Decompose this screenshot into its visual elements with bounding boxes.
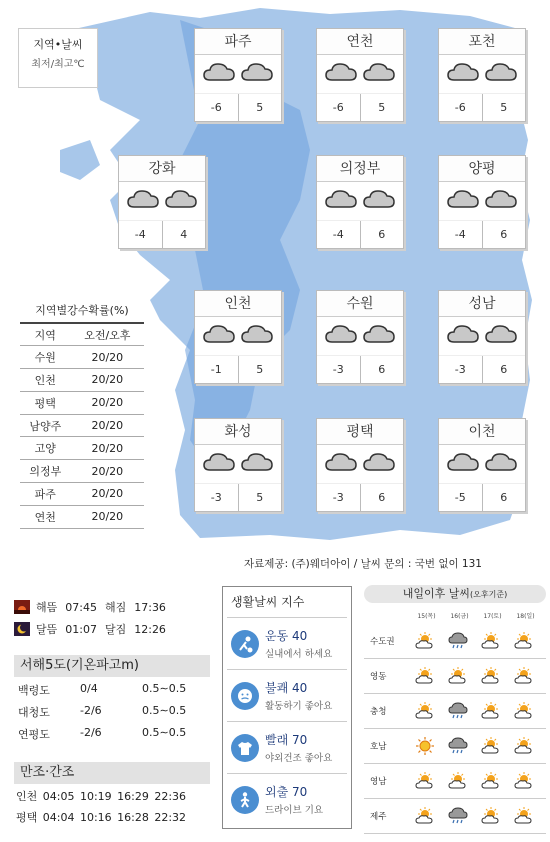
life-index-panel [222,586,352,829]
city-icons [317,182,403,220]
cloud-icon [126,187,160,215]
sun-cloud-icon [474,665,507,687]
table-row [20,483,144,506]
cloud-icon [446,322,480,350]
sun-cloud-icon [507,735,540,757]
face-icon [231,682,259,710]
precip-region: 의정부 [20,460,71,483]
city-high: 5 [378,101,386,114]
city-icons [439,55,525,93]
sea-section-title: 서해5도(기온파고m) [14,655,210,677]
city-high: 5 [256,491,264,504]
life-item-desc: 야외건조 좋아요 [265,753,333,764]
forecast-region: 영동 [370,671,387,682]
city-temps [317,93,403,121]
city-icons [195,55,281,93]
city-card [438,290,526,384]
city-name: 파주 [195,29,281,55]
sun-moon-times [14,596,174,640]
sun-cloud-icon [441,770,474,792]
city-low: -5 [439,484,483,511]
sea-temp: 0/4 [80,682,98,695]
city-temps [439,355,525,383]
precip-value: 20/20 [71,346,144,369]
city-name: 이천 [439,419,525,445]
cloud-rain-icon [441,735,474,757]
precip-region: 고양 [20,437,71,460]
city-temps [317,355,403,383]
tide-times: 04:05 10:19 16:29 22:36 [42,790,187,803]
city-low: -6 [439,94,483,121]
city-name: 의정부 [317,156,403,182]
city-name: 평택 [317,419,403,445]
sun-cloud-icon [408,770,441,792]
list-item [227,617,347,669]
tide-times: 04:04 10:16 16:28 22:32 [42,811,187,824]
sun-cloud-icon [507,665,540,687]
city-high: 5 [500,101,508,114]
moonset-time: 12:26 [134,622,166,636]
sunrise-label: 해뜸 [36,601,58,614]
list-item [227,773,347,825]
sun-cloud-icon [507,805,540,827]
legend-box [18,28,98,88]
city-name: 성남 [439,291,525,317]
city-card [316,28,404,122]
city-low: -4 [317,221,361,248]
moonrise-icon [14,622,30,636]
city-temps [195,355,281,383]
cloud-rain-icon [441,700,474,722]
tide-place: 평택 [16,811,38,824]
city-card [316,290,404,384]
city-high: 4 [180,228,188,241]
city-icons [195,317,281,355]
city-high: 6 [378,491,386,504]
city-low: -3 [317,356,361,383]
cloud-icon [324,60,358,88]
city-high: 6 [378,228,386,241]
legend-units: 최저/최고℃ [31,59,85,70]
city-icons [439,445,525,483]
precip-region: 인천 [20,369,71,392]
sun-cloud-icon [408,665,441,687]
city-temps [317,483,403,511]
cloud-icon [362,187,396,215]
tide-section-title: 만조·간조 [14,762,210,784]
sun-cloud-icon [441,665,474,687]
date-label: 15(목) [417,613,436,620]
sun-cloud-icon [408,805,441,827]
precip-value: 20/20 [71,505,144,528]
sun-cloud-icon [474,735,507,757]
city-low: -3 [439,356,483,383]
precip-col-region: 지역 [20,323,71,346]
sun-cloud-icon [507,630,540,652]
precip-value: 20/20 [71,460,144,483]
city-name: 인천 [195,291,281,317]
cloud-icon [240,450,274,478]
sunrise-time: 07:45 [65,600,97,614]
precip-region: 남양주 [20,414,71,437]
cloud-icon [324,450,358,478]
sun-cloud-icon [507,700,540,722]
city-temps [439,483,525,511]
city-low: -3 [317,484,361,511]
cloud-icon [202,450,236,478]
sun-cloud-icon [507,770,540,792]
city-name: 강화 [119,156,205,182]
sun-cloud-icon [474,630,507,652]
sunset-label: 해짐 [104,601,127,614]
cloud-icon [484,187,518,215]
cloud-icon [484,450,518,478]
sun-icon [408,735,441,757]
table-row [16,788,186,804]
table-row [16,809,186,825]
city-high: 6 [500,363,508,376]
sea-temp: -2/6 [80,704,102,717]
table-row [18,726,186,742]
cloud-icon [202,322,236,350]
city-low: -6 [317,94,361,121]
city-temps [119,220,205,248]
date-label: 17(토) [483,613,502,620]
table-row [20,346,144,369]
table-row [364,623,546,659]
table-row [20,391,144,414]
tomorrow-dates [410,611,542,620]
tomorrow-title [364,585,546,603]
city-name: 연천 [317,29,403,55]
city-icons [317,445,403,483]
city-low: -6 [195,94,239,121]
city-high: 6 [378,363,386,376]
city-high: 6 [500,228,508,241]
city-icons [317,317,403,355]
table-row [364,728,546,764]
forecast-region: 제주 [370,811,387,822]
moonrise-time: 01:07 [65,622,97,636]
map-island [60,140,100,180]
cloud-icon [362,450,396,478]
sea-place: 대청도 [18,706,50,719]
city-name: 양평 [439,156,525,182]
sea-wave: 0.5∼0.5 [142,726,187,739]
precip-region: 파주 [20,483,71,506]
city-high: 5 [256,363,264,376]
city-icons [317,55,403,93]
source-credit: 자료제공: (주)웨더아이 / 날씨 문의 : 국번 없이 131 [244,558,482,570]
cloud-icon [362,322,396,350]
precip-col-value: 오전/오후 [71,323,144,346]
city-card [438,155,526,249]
city-card [316,155,404,249]
life-index-title: 생활날씨 지수 [231,595,305,609]
sun-row [14,596,174,618]
sun-cloud-icon [474,770,507,792]
cloud-icon [202,60,236,88]
table-row [364,693,546,729]
shirt-icon [231,734,259,762]
forecast-region: 영남 [370,776,387,787]
date-label: 18(일) [516,613,535,620]
cloud-icon [484,322,518,350]
precip-value: 20/20 [71,414,144,437]
sea-wave: 0.5∼0.5 [142,704,187,717]
cloud-icon [240,322,274,350]
sunrise-icon [14,600,30,614]
precip-region: 수원 [20,346,71,369]
city-low: -3 [195,484,239,511]
table-row [20,369,144,392]
precip-table [20,300,144,529]
cloud-icon [324,322,358,350]
legend-title: 지역•날씨 [33,38,83,51]
moon-row [14,618,174,640]
precip-value: 20/20 [71,391,144,414]
table-row [18,704,186,720]
life-item-name: 외출 70 [265,785,308,799]
table-row [20,414,144,437]
tomorrow-title-text: 내일이후 날씨 [402,587,471,600]
sun-cloud-icon [474,700,507,722]
list-item [227,669,347,721]
city-card [438,418,526,512]
forecast-region: 호남 [370,741,387,752]
cloud-icon [362,60,396,88]
list-item [227,721,347,773]
table-row [20,460,144,483]
cloud-rain-icon [441,805,474,827]
person-icon [231,786,259,814]
moonset-label: 달짐 [104,623,127,636]
sun-cloud-icon [408,700,441,722]
table-row [20,505,144,528]
city-low: -4 [119,221,163,248]
table-row [20,437,144,460]
cloud-icon [240,60,274,88]
precip-value: 20/20 [71,369,144,392]
life-item-name: 불쾌 40 [265,681,308,695]
cloud-icon [324,187,358,215]
precip-value: 20/20 [71,483,144,506]
forecast-region: 수도권 [370,636,395,647]
table-row [364,798,546,834]
sun-cloud-icon [474,805,507,827]
sunset-time: 17:36 [134,600,166,614]
forecast-region: 충청 [370,706,387,717]
city-icons [195,445,281,483]
cloud-icon [164,187,198,215]
city-icons [119,182,205,220]
cloud-icon [484,60,518,88]
tide-place: 인천 [16,790,38,803]
life-item-desc: 드라이브 기요 [265,805,324,816]
city-name: 수원 [317,291,403,317]
soccer-icon [231,630,259,658]
table-row [364,763,546,799]
city-high: 6 [500,491,508,504]
city-card [118,155,206,249]
cloud-icon [446,450,480,478]
city-card [194,290,282,384]
cloud-icon [446,187,480,215]
sun-cloud-icon [408,630,441,652]
city-icons [439,317,525,355]
city-low: -4 [439,221,483,248]
city-card [194,418,282,512]
life-item-desc: 실내에서 하세요 [265,649,333,660]
tomorrow-subtitle: (오후기준) [470,590,508,599]
sea-wave: 0.5∼0.5 [142,682,187,695]
cloud-rain-icon [441,630,474,652]
city-name: 포천 [439,29,525,55]
cloud-icon [446,60,480,88]
city-high: 5 [256,101,264,114]
table-row [18,682,186,698]
city-temps [195,93,281,121]
city-temps [317,220,403,248]
date-label: 16(금) [450,613,469,620]
precip-value: 20/20 [71,437,144,460]
city-temps [439,220,525,248]
precip-region: 평택 [20,391,71,414]
city-card [438,28,526,122]
city-name: 화성 [195,419,281,445]
moonrise-label: 달뜸 [36,623,58,636]
precip-region: 연천 [20,505,71,528]
city-icons [439,182,525,220]
life-item-desc: 활동하기 좋아요 [265,701,333,712]
life-item-name: 빨래 70 [265,733,308,747]
life-item-name: 운동 40 [265,629,308,643]
tomorrow-forecast [364,585,546,833]
city-temps [195,483,281,511]
sea-place: 백령도 [18,684,50,697]
precip-title: 지역별강수확률(%) [35,304,129,317]
city-low: -1 [195,356,239,383]
city-card [194,28,282,122]
sea-place: 연평도 [18,728,50,741]
sea-temp: -2/6 [80,726,102,739]
city-temps [439,93,525,121]
table-row [364,658,546,694]
city-card [316,418,404,512]
